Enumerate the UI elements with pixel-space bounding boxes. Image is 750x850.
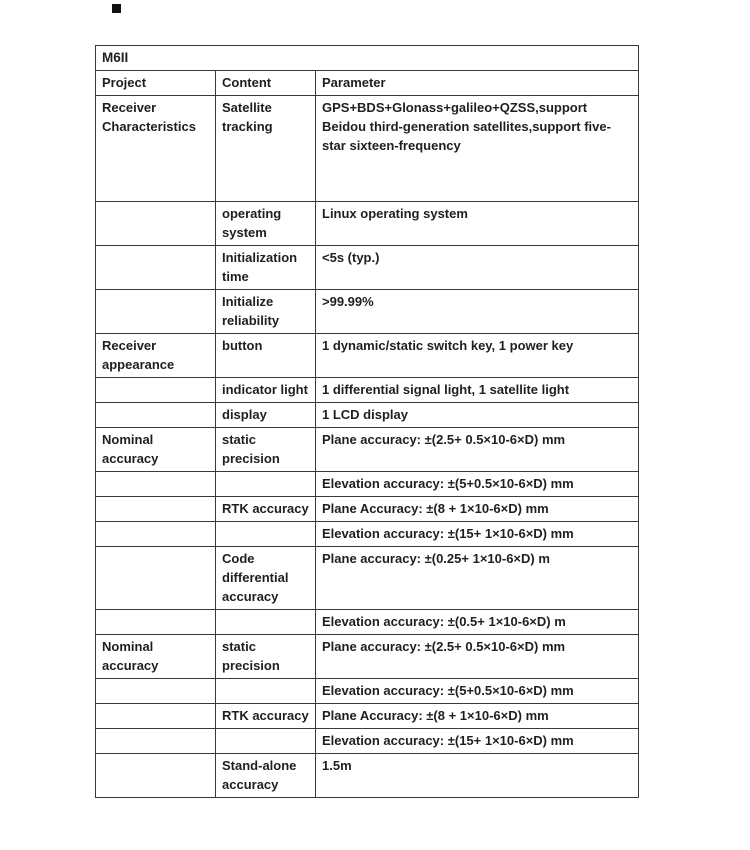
content-cell: Satellite tracking	[216, 96, 316, 202]
table-row	[96, 290, 639, 334]
parameter-cell: >99.99%	[316, 290, 639, 334]
content-cell: RTK accuracy	[216, 704, 316, 729]
content-cell: RTK accuracy	[216, 497, 316, 522]
content-cell	[216, 472, 316, 497]
header-parameter: Parameter	[316, 71, 639, 96]
content-cell: Stand-alone accuracy	[216, 754, 316, 798]
table-title: M6II	[96, 46, 639, 71]
table-row	[96, 497, 639, 522]
project-cell	[96, 378, 216, 403]
project-cell	[96, 403, 216, 428]
content-cell: Initialize reliability	[216, 290, 316, 334]
table-body	[96, 46, 639, 798]
parameter-cell: Linux operating system	[316, 202, 639, 246]
content-cell: display	[216, 403, 316, 428]
parameter-cell: Elevation accuracy: ±(15+ 1×10-6×D) mm	[316, 522, 639, 547]
table-row	[96, 378, 639, 403]
table-row	[96, 635, 639, 679]
table-row	[96, 704, 639, 729]
project-cell	[96, 547, 216, 610]
project-cell: Receiver appearance	[96, 334, 216, 378]
parameter-cell: Plane Accuracy: ±(8 + 1×10-6×D) mm	[316, 704, 639, 729]
project-cell: Nominal accuracy	[96, 428, 216, 472]
project-cell	[96, 472, 216, 497]
table-row	[96, 522, 639, 547]
content-cell: static precision	[216, 635, 316, 679]
table-row	[96, 729, 639, 754]
spec-table	[95, 45, 639, 798]
title-row	[96, 46, 639, 71]
table-row	[96, 96, 639, 202]
parameter-cell: Elevation accuracy: ±(15+ 1×10-6×D) mm	[316, 729, 639, 754]
table-row	[96, 547, 639, 610]
table-row	[96, 334, 639, 378]
parameter-cell: <5s (typ.)	[316, 246, 639, 290]
parameter-cell: GPS+BDS+Glonass+galileo+QZSS,support Beidou third-generation satellites,support five-star sixteen-frequency	[316, 96, 639, 202]
content-cell	[216, 729, 316, 754]
parameter-cell: Elevation accuracy: ±(5+0.5×10-6×D) mm	[316, 679, 639, 704]
project-cell	[96, 704, 216, 729]
content-cell	[216, 679, 316, 704]
project-cell	[96, 202, 216, 246]
parameter-cell: Elevation accuracy: ±(5+0.5×10-6×D) mm	[316, 472, 639, 497]
project-cell	[96, 497, 216, 522]
header-row	[96, 71, 639, 96]
project-cell: Nominal accuracy	[96, 635, 216, 679]
content-cell	[216, 522, 316, 547]
table-row	[96, 403, 639, 428]
parameter-cell: 1 LCD display	[316, 403, 639, 428]
table-row	[96, 610, 639, 635]
project-cell	[96, 754, 216, 798]
header-content: Content	[216, 71, 316, 96]
content-cell: operating system	[216, 202, 316, 246]
table-row	[96, 754, 639, 798]
parameter-cell: Plane accuracy: ±(0.25+ 1×10-6×D) m	[316, 547, 639, 610]
project-cell	[96, 610, 216, 635]
project-cell	[96, 246, 216, 290]
header-project: Project	[96, 71, 216, 96]
parameter-cell: 1 dynamic/static switch key, 1 power key	[316, 334, 639, 378]
content-cell: button	[216, 334, 316, 378]
table-row	[96, 428, 639, 472]
table-row	[96, 679, 639, 704]
table-row	[96, 246, 639, 290]
project-cell	[96, 522, 216, 547]
parameter-cell: 1 differential signal light, 1 satellite light	[316, 378, 639, 403]
project-cell	[96, 290, 216, 334]
content-cell: indicator light	[216, 378, 316, 403]
table-row	[96, 472, 639, 497]
parameter-cell: Plane accuracy: ±(2.5+ 0.5×10-6×D) mm	[316, 635, 639, 679]
parameter-cell: 1.5m	[316, 754, 639, 798]
project-cell	[96, 729, 216, 754]
content-cell: Initialization time	[216, 246, 316, 290]
project-cell	[96, 679, 216, 704]
content-cell	[216, 610, 316, 635]
parameter-cell: Elevation accuracy: ±(0.5+ 1×10-6×D) m	[316, 610, 639, 635]
stray-mark	[112, 4, 121, 13]
content-cell: static precision	[216, 428, 316, 472]
content-cell: Code differential accuracy	[216, 547, 316, 610]
project-cell: Receiver Characteristics	[96, 96, 216, 202]
table-row	[96, 202, 639, 246]
parameter-cell: Plane accuracy: ±(2.5+ 0.5×10-6×D) mm	[316, 428, 639, 472]
parameter-cell: Plane Accuracy: ±(8 + 1×10-6×D) mm	[316, 497, 639, 522]
